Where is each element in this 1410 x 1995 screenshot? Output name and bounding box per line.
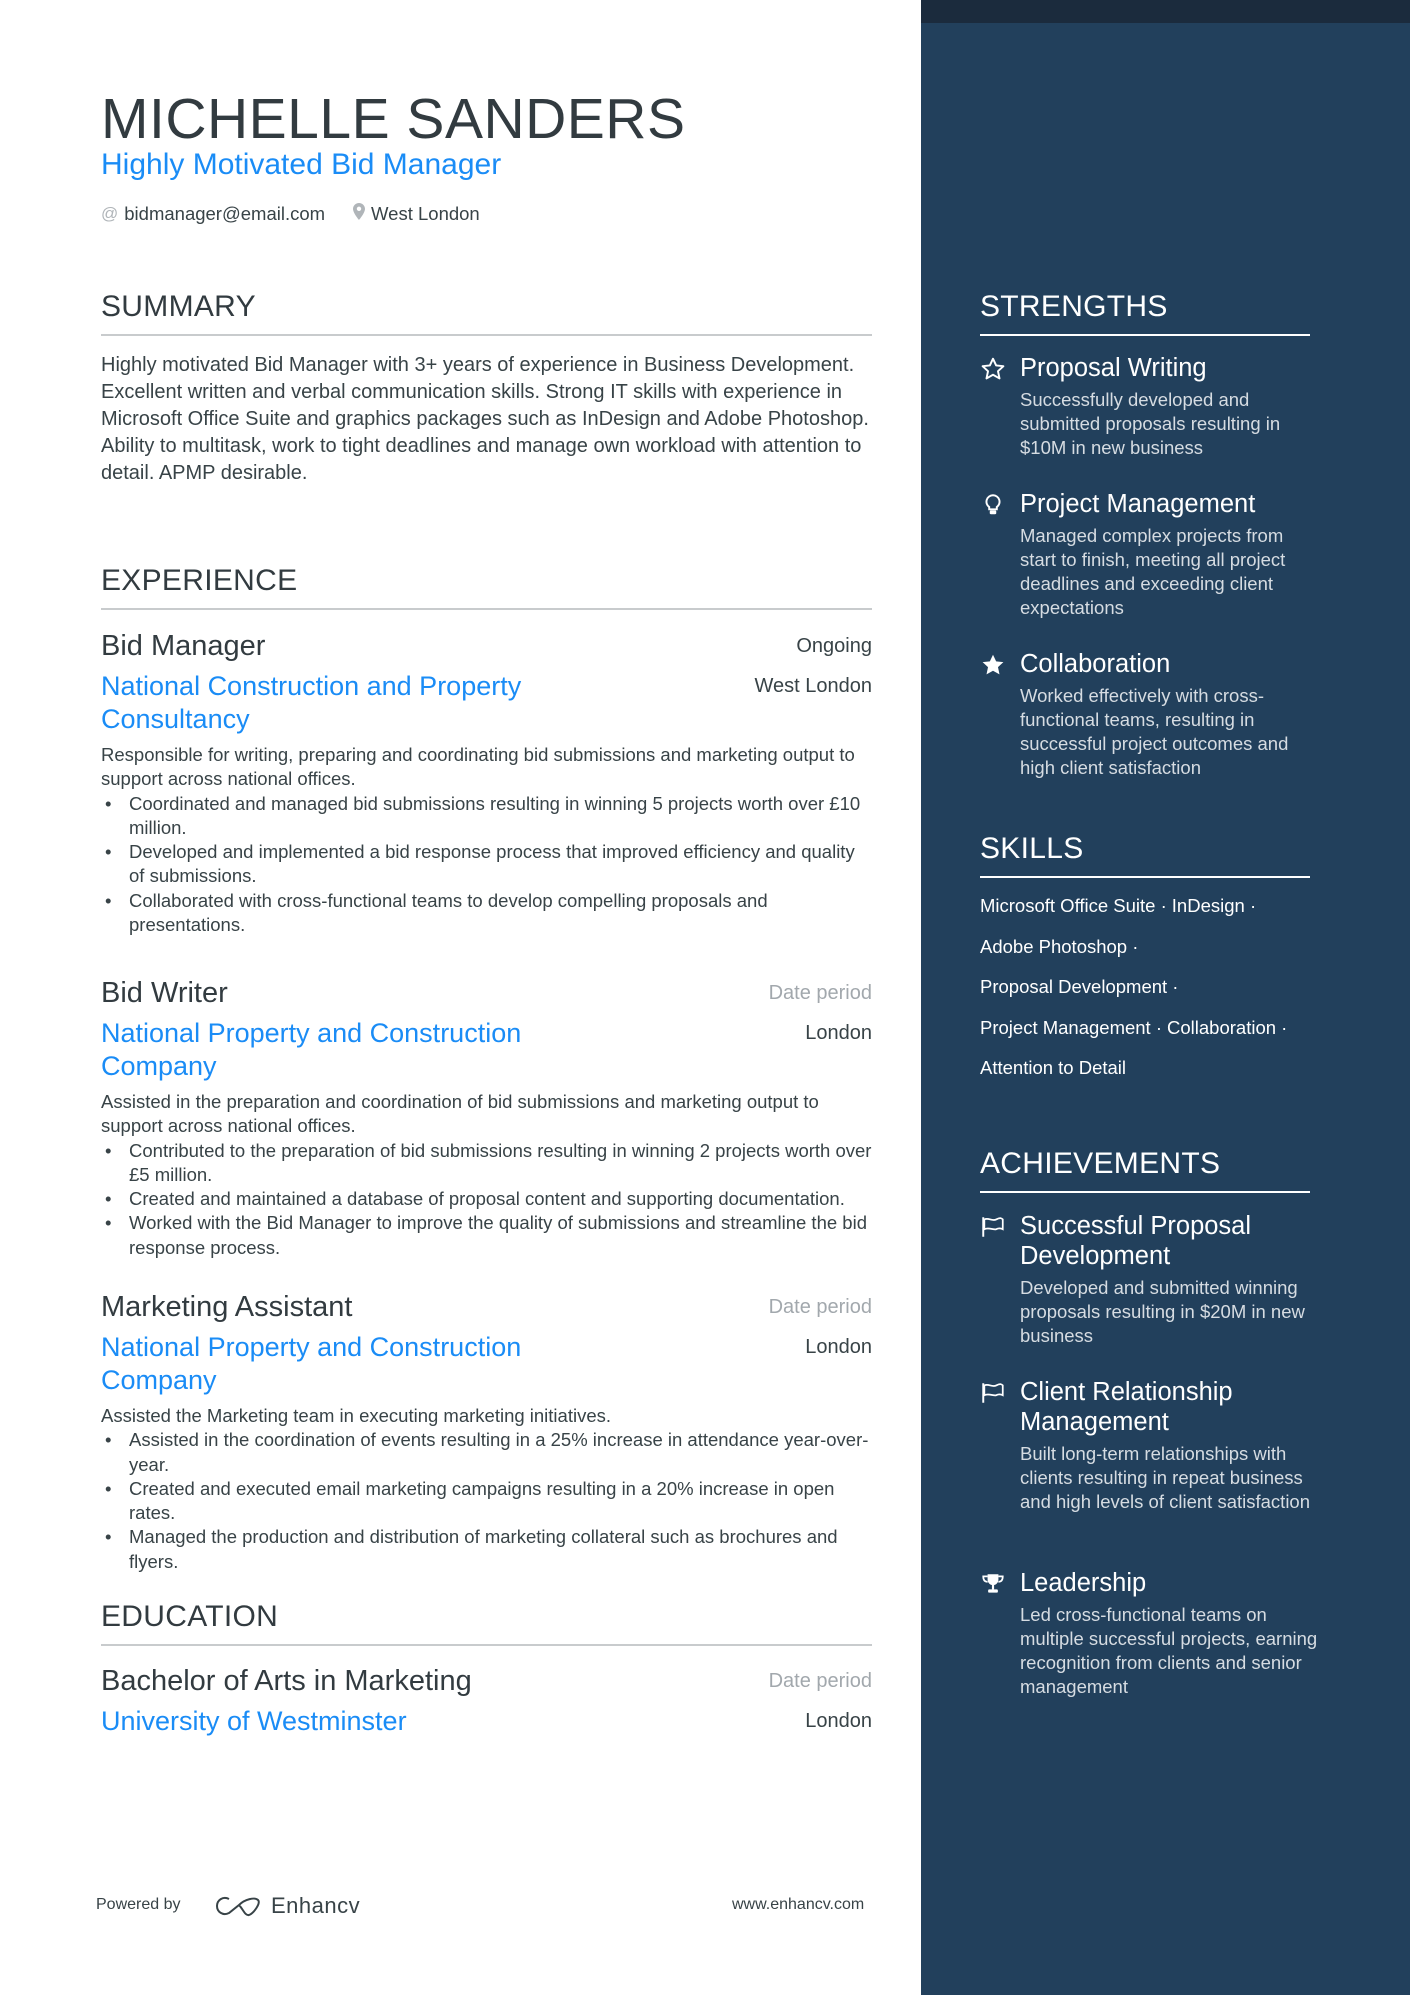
skill-label: Project Management bbox=[980, 1016, 1151, 1038]
job-bullets bbox=[101, 792, 872, 938]
location-pin-icon bbox=[353, 203, 365, 225]
email-link[interactable]: bidmanager@email.com bbox=[124, 203, 326, 224]
achievement-title: Client Relationship Management bbox=[1020, 1378, 1233, 1436]
skill-item bbox=[980, 894, 1167, 918]
skill-item bbox=[1172, 894, 1256, 918]
contact-info bbox=[101, 203, 480, 225]
company-name: National Property and Construction Company bbox=[101, 1332, 522, 1395]
achievement-item bbox=[980, 1568, 1320, 1699]
experience-company-row bbox=[101, 1325, 872, 1397]
trophy-icon bbox=[980, 1571, 1006, 1597]
achievement-item bbox=[980, 1377, 1320, 1514]
experience-header-row bbox=[101, 1289, 872, 1325]
skill-separator: · bbox=[1276, 1016, 1288, 1038]
bullet-item: • Coordinated and managed bid submissions resulting in winning 5 projects worth over £10 million. bbox=[129, 792, 872, 841]
education-date: Date period bbox=[768, 1670, 872, 1692]
skill-item bbox=[980, 1016, 1162, 1040]
bullet-item: • Contributed to the preparation of bid submissions resulting in winning 2 projects worth over £5 million. bbox=[129, 1139, 872, 1188]
company-name: National Construction and Property Consultancy bbox=[101, 671, 522, 734]
achievement-title: Leadership bbox=[1020, 1569, 1147, 1597]
bullet-item: • Created and executed email marketing campaigns resulting in a 20% increase in open rates. bbox=[129, 1477, 872, 1526]
job-location: London bbox=[805, 1336, 872, 1358]
skill-label: InDesign bbox=[1171, 895, 1245, 916]
experience-company-row bbox=[101, 1011, 872, 1083]
strengths-heading: STRENGTHS bbox=[980, 290, 1310, 336]
strength-item bbox=[980, 353, 1320, 460]
bullet-item: • Created and maintained a database of proposal content and supporting documentation. bbox=[129, 1187, 872, 1211]
job-title: Bid Writer bbox=[101, 977, 228, 1009]
education-heading: EDUCATION bbox=[101, 1600, 872, 1646]
experience-header-row bbox=[101, 628, 872, 664]
skill-label: Microsoft Office Suite bbox=[980, 895, 1156, 916]
lightbulb-icon bbox=[980, 492, 1006, 518]
education-location: London bbox=[805, 1710, 872, 1732]
skill-label: Proposal Development bbox=[980, 976, 1168, 997]
flag-icon bbox=[980, 1380, 1006, 1406]
education-degree: Bachelor of Arts in Marketing bbox=[101, 1665, 472, 1697]
experience-heading: EXPERIENCE bbox=[101, 564, 872, 610]
job-date: Date period bbox=[768, 982, 872, 1004]
strength-description: Managed complex projects from start to finish, meeting all project deadlines and exceeding client expectations bbox=[1020, 525, 1286, 618]
achievement-item bbox=[980, 1211, 1320, 1348]
skill-separator: · bbox=[1167, 976, 1179, 997]
star-filled-icon bbox=[980, 652, 1006, 678]
achievement-description: Built long-term relationships with clients resulting in repeat business and high levels of client satisfaction bbox=[1020, 1443, 1311, 1512]
strength-item bbox=[980, 489, 1320, 620]
strength-item bbox=[980, 649, 1320, 780]
education-school: University of Westminster bbox=[101, 1706, 407, 1736]
powered-by-label: Powered by bbox=[96, 1896, 181, 1913]
skill-separator: · bbox=[1244, 895, 1257, 916]
bullet-item: • Collaborated with cross-functional teams to develop compelling proposals and presentations. bbox=[129, 889, 872, 938]
strength-title: Proposal Writing bbox=[1020, 354, 1207, 382]
at-icon: @ bbox=[101, 204, 119, 223]
skill-item bbox=[1167, 1016, 1287, 1040]
job-date: Ongoing bbox=[796, 635, 872, 657]
experience-entry bbox=[101, 975, 872, 1260]
bullet-item: • Assisted in the coordination of events resulting in a 25% increase in attendance year-over-year. bbox=[129, 1428, 872, 1477]
candidate-name: MICHELLE SANDERS bbox=[101, 87, 686, 151]
job-date: Date period bbox=[768, 1296, 872, 1318]
flag-icon bbox=[980, 1214, 1006, 1240]
job-description: Assisted the Marketing team in executing marketing initiatives. bbox=[101, 1405, 612, 1426]
job-description: Responsible for writing, preparing and coordinating bid submissions and marketing output to support across national offices. bbox=[101, 744, 855, 790]
enhancv-url-link[interactable]: www.enhancv.com bbox=[732, 1896, 865, 1913]
skills-list bbox=[980, 894, 1325, 1080]
skill-item bbox=[980, 935, 1138, 959]
location-text: West London bbox=[371, 203, 480, 224]
sidebar-top-bar bbox=[921, 0, 1410, 23]
enhancv-brand-text: Enhancv bbox=[271, 1893, 361, 1918]
skill-item bbox=[980, 1056, 1126, 1080]
skill-separator: · bbox=[1150, 1016, 1163, 1038]
company-name: National Property and Construction Company bbox=[101, 1018, 522, 1081]
skill-label: Attention to Detail bbox=[980, 1057, 1127, 1078]
job-title: Marketing Assistant bbox=[101, 1291, 353, 1323]
skills-heading: SKILLS bbox=[980, 832, 1310, 878]
strength-title: Project Management bbox=[1020, 490, 1256, 518]
skill-label: Collaboration bbox=[1167, 1016, 1277, 1038]
skill-label: Adobe Photoshop bbox=[980, 935, 1128, 957]
strength-description: Successfully developed and submitted proposals resulting in $10M in new business bbox=[1020, 389, 1281, 458]
achievements-heading: ACHIEVEMENTS bbox=[980, 1147, 1310, 1193]
bullet-item: • Managed the production and distribution of marketing collateral such as brochures and flyers. bbox=[129, 1525, 872, 1574]
experience-company-row bbox=[101, 664, 872, 736]
strength-description: Worked effectively with cross-functional teams, resulting in successful project outcomes and high client satisfaction bbox=[1020, 685, 1289, 778]
star-outline-icon bbox=[980, 356, 1006, 382]
skill-separator: · bbox=[1127, 935, 1139, 957]
enhancv-logo[interactable] bbox=[215, 1893, 360, 1919]
skill-separator: · bbox=[1155, 895, 1167, 916]
experience-entry bbox=[101, 1289, 872, 1574]
job-location: West London bbox=[754, 675, 872, 697]
job-location: London bbox=[805, 1022, 872, 1044]
strength-title: Collaboration bbox=[1020, 650, 1171, 678]
bullet-item: • Worked with the Bid Manager to improve the quality of submissions and streamline the bid response process. bbox=[129, 1211, 872, 1260]
candidate-headline: Highly Motivated Bid Manager bbox=[101, 148, 502, 181]
enhancv-logo-icon bbox=[215, 1895, 261, 1917]
experience-entry bbox=[101, 628, 872, 937]
education-entry bbox=[101, 1663, 872, 1738]
summary-text: Highly motivated Bid Manager with 3+ years of experience in Business Development. Excellent written and verbal communication skills. Strong IT skills with experience in Microsoft Office Suite and graphics packages such as InDesign and Adobe Photoshop. Ability to multitask, work to tight deadlines and manage own workload with attention to detail. APMP desirable. bbox=[101, 354, 869, 484]
job-bullets bbox=[101, 1139, 872, 1260]
achievement-description: Led cross-functional teams on multiple successful projects, earning recognition from clients and senior management bbox=[1020, 1604, 1318, 1697]
achievement-title: Successful Proposal Development bbox=[1020, 1212, 1252, 1270]
job-title: Bid Manager bbox=[101, 630, 266, 662]
skill-item bbox=[980, 975, 1178, 999]
achievement-description: Developed and submitted winning proposals resulting in $20M in new business bbox=[1020, 1277, 1305, 1346]
job-bullets bbox=[101, 1428, 872, 1574]
experience-header-row bbox=[101, 975, 872, 1011]
summary-heading: SUMMARY bbox=[101, 290, 872, 336]
bullet-item: • Developed and implemented a bid response process that improved efficiency and quality of submissions. bbox=[129, 840, 872, 889]
job-description: Assisted in the preparation and coordination of bid submissions and marketing output to support across national offices. bbox=[101, 1091, 819, 1137]
